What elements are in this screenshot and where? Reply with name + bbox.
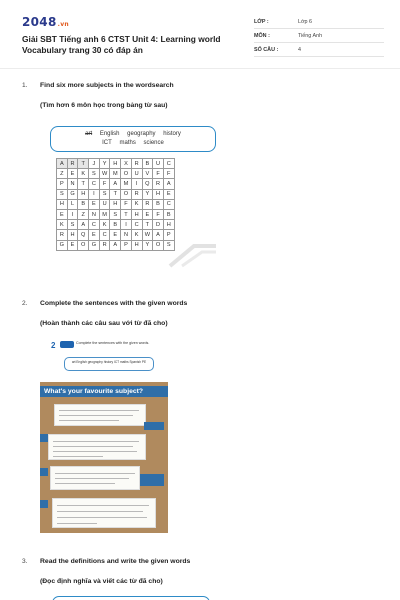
wordsearch-cell: S: [89, 169, 100, 179]
label-tag: [144, 422, 164, 430]
wordsearch-row: [57, 240, 175, 250]
wordsearch-row: [57, 230, 175, 240]
wordsearch-cell: K: [99, 220, 110, 230]
word-box: [50, 126, 216, 152]
label-tag: [140, 474, 164, 486]
wordsearch-row: [57, 189, 175, 199]
wordsearch-cell: E: [110, 230, 121, 240]
meta-row-grade: [254, 16, 384, 29]
wordsearch-cell: T: [110, 189, 121, 199]
wordsearch-cell: B: [153, 199, 164, 209]
wordsearch-row: [57, 199, 175, 209]
wordsearch-row: [57, 179, 175, 189]
question-number: 3.: [22, 558, 28, 565]
wordsearch-cell: H: [57, 199, 68, 209]
question-number: 2.: [22, 300, 28, 307]
wordsearch-cell: K: [57, 220, 68, 230]
wordsearch-cell: C: [89, 179, 100, 189]
wordsearch-cell: O: [121, 169, 132, 179]
wordsearch-cell: J: [89, 159, 100, 169]
wordsearch-cell: R: [142, 199, 153, 209]
wordsearch-cell: K: [131, 230, 142, 240]
logo-suffix: .vn: [57, 21, 69, 28]
wordsearch-cell: B: [163, 209, 174, 219]
wordsearch-row: [57, 159, 175, 169]
wordsearch-cell: O: [121, 189, 132, 199]
wordsearch-cell: O: [78, 240, 89, 250]
wordsearch-cell: B: [142, 159, 153, 169]
wordsearch-cell: E: [89, 230, 100, 240]
wordsearch-cell: R: [153, 179, 164, 189]
word-item: art: [85, 131, 93, 137]
wordsearch-cell: F: [99, 179, 110, 189]
wordsearch-cell: T: [121, 209, 132, 219]
wordsearch-cell: I: [89, 189, 100, 199]
wordsearch-cell: A: [110, 240, 121, 250]
word-item: ICT: [102, 140, 112, 146]
word-item: maths: [119, 140, 136, 146]
wordsearch-cell: Y: [142, 240, 153, 250]
wordsearch-cell: A: [110, 179, 121, 189]
question-subtext: (Tìm hơn 6 môn học trong bảng từ sau): [40, 102, 168, 109]
wordsearch-cell: H: [153, 189, 164, 199]
word-item: English: [99, 131, 120, 137]
wordsearch-cell: H: [110, 199, 121, 209]
wordsearch-cell: F: [163, 169, 174, 179]
note-card: [50, 466, 140, 490]
question-number: 1.: [22, 82, 28, 89]
wordsearch-cell: I: [121, 220, 132, 230]
watermark-icon: [168, 240, 218, 268]
question-subtext: (Hoàn thành các câu sau với từ đã cho): [40, 320, 168, 327]
meta-value: Lớp 6: [298, 19, 313, 25]
wordsearch-cell: A: [153, 230, 164, 240]
wordsearch-cell: N: [67, 179, 78, 189]
page-header: [16, 10, 386, 62]
wordsearch-cell: S: [163, 240, 174, 250]
wordsearch-cell: H: [78, 189, 89, 199]
wordsearch-cell: F: [121, 199, 132, 209]
wordsearch-cell: F: [153, 169, 164, 179]
wordsearch-cell: S: [67, 220, 78, 230]
wordsearch-cell: M: [110, 169, 121, 179]
meta-key: MÔN :: [254, 33, 270, 39]
wordsearch-cell: G: [67, 189, 78, 199]
question-text: Complete the sentences with the given words: [40, 300, 188, 307]
wordsearch-cell: H: [131, 209, 142, 219]
wordsearch-cell: M: [99, 209, 110, 219]
meta-value: Tiếng Anh: [298, 33, 323, 39]
meta-key: SỐ CÂU :: [254, 47, 279, 53]
wordsearch-cell: W: [142, 230, 153, 240]
wordsearch-cell: F: [153, 209, 164, 219]
wordsearch-cell: C: [163, 199, 174, 209]
wordsearch-cell: T: [142, 220, 153, 230]
wordsearch-cell: M: [121, 179, 132, 189]
note-card: [54, 404, 146, 426]
wordsearch-cell: T: [78, 179, 89, 189]
site-logo[interactable]: [22, 15, 69, 29]
wordsearch-cell: Z: [57, 169, 68, 179]
wordsearch-cell: S: [99, 189, 110, 199]
wordsearch-cell: H: [110, 159, 121, 169]
wordsearch-cell: O: [153, 240, 164, 250]
wordsearch-cell: C: [89, 220, 100, 230]
wordsearch-cell: E: [163, 189, 174, 199]
wordsearch-cell: P: [121, 240, 132, 250]
word-box-line-1: [51, 130, 215, 139]
wordsearch-cell: V: [142, 169, 153, 179]
wordsearch-cell: Y: [142, 189, 153, 199]
wordsearch-cell: A: [163, 179, 174, 189]
word-box-line-2: [51, 139, 215, 148]
question-text: Read the definitions and write the given words: [40, 558, 191, 565]
label-tag: [40, 468, 48, 476]
wordsearch-cell: C: [131, 220, 142, 230]
wordsearch-cell: K: [78, 169, 89, 179]
wordsearch-cell: I: [67, 209, 78, 219]
wordsearch-cell: U: [153, 159, 164, 169]
word-item: geography: [127, 131, 156, 137]
wordsearch-cell: I: [131, 179, 142, 189]
wordsearch-cell: C: [99, 230, 110, 240]
wordsearch-cell: E: [67, 240, 78, 250]
note-card: [48, 434, 146, 460]
wordsearch-cell: R: [57, 230, 68, 240]
wordsearch-cell: A: [78, 220, 89, 230]
wordsearch-cell: N: [89, 209, 100, 219]
wordsearch-cell: R: [131, 159, 142, 169]
logo-text: 2048: [22, 15, 57, 29]
meta-row-count: [254, 44, 384, 57]
wordsearch-cell: H: [163, 220, 174, 230]
wordsearch-cell: C: [163, 159, 174, 169]
wordsearch-grid: [56, 158, 175, 251]
question-text: Find six more subjects in the wordsearch: [40, 82, 174, 89]
wordsearch-cell: D: [153, 220, 164, 230]
wordsearch-cell: S: [57, 189, 68, 199]
wordsearch-cell: G: [89, 240, 100, 250]
exercise-instruction: Complete the sentences with the given words.: [76, 341, 150, 345]
wordsearch-cell: Y: [99, 159, 110, 169]
wordsearch-cell: K: [131, 199, 142, 209]
wordsearch-cell: E: [142, 209, 153, 219]
wordsearch-cell: R: [99, 240, 110, 250]
wordsearch-cell: R: [67, 159, 78, 169]
wordsearch-cell: R: [131, 189, 142, 199]
exercise-word-box: art English geography history ICT maths Spanish PE: [64, 357, 154, 371]
wordsearch-cell: B: [110, 220, 121, 230]
wordsearch-cell: Q: [78, 230, 89, 240]
wordsearch-cell: N: [121, 230, 132, 240]
label-tag: [40, 434, 48, 442]
wordsearch-cell: W: [99, 169, 110, 179]
textbook-image: [40, 336, 168, 533]
wordsearch-row: [57, 169, 175, 179]
wordsearch-cell: H: [67, 230, 78, 240]
wordsearch-row: [57, 220, 175, 230]
meta-row-subject: [254, 30, 384, 43]
wordsearch-row: [57, 209, 175, 219]
exercise-number: 2: [51, 341, 56, 350]
page-title: Giải SBT Tiếng anh 6 CTST Unit 4: Learning world Vocabulary trang 30 có đáp án: [22, 34, 221, 55]
question-subtext: (Đọc định nghĩa và viết các từ đã cho): [40, 578, 163, 585]
meta-key: LỚP :: [254, 19, 269, 25]
wordsearch-cell: E: [57, 209, 68, 219]
wordsearch-cell: H: [131, 240, 142, 250]
wordsearch-cell: X: [121, 159, 132, 169]
wordsearch-cell: Q: [142, 179, 153, 189]
word-item: science: [143, 140, 164, 146]
textbook-header: [40, 336, 168, 382]
meta-value: 4: [298, 47, 301, 53]
wordsearch-cell: Z: [78, 209, 89, 219]
corkboard: [40, 382, 168, 533]
wordsearch-cell: P: [163, 230, 174, 240]
wordsearch-cell: G: [57, 240, 68, 250]
wordsearch-cell: U: [99, 199, 110, 209]
word-item: history: [163, 131, 181, 137]
header-divider: [0, 68, 400, 69]
wordsearch-cell: B: [78, 199, 89, 209]
board-banner: What's your favourite subject?: [40, 386, 168, 397]
wordsearch-cell: U: [131, 169, 142, 179]
wordsearch-cell: E: [89, 199, 100, 209]
meta-table: [254, 16, 384, 58]
wordsearch-cell: L: [67, 199, 78, 209]
wordsearch-cell: P: [57, 179, 68, 189]
definition-box: [52, 596, 210, 600]
label-tag: [40, 500, 48, 508]
note-card: [52, 498, 156, 528]
wordsearch-cell: T: [78, 159, 89, 169]
wordsearch-cell: S: [110, 209, 121, 219]
wordsearch-cell: A: [57, 159, 68, 169]
wordsearch-cell: E: [67, 169, 78, 179]
